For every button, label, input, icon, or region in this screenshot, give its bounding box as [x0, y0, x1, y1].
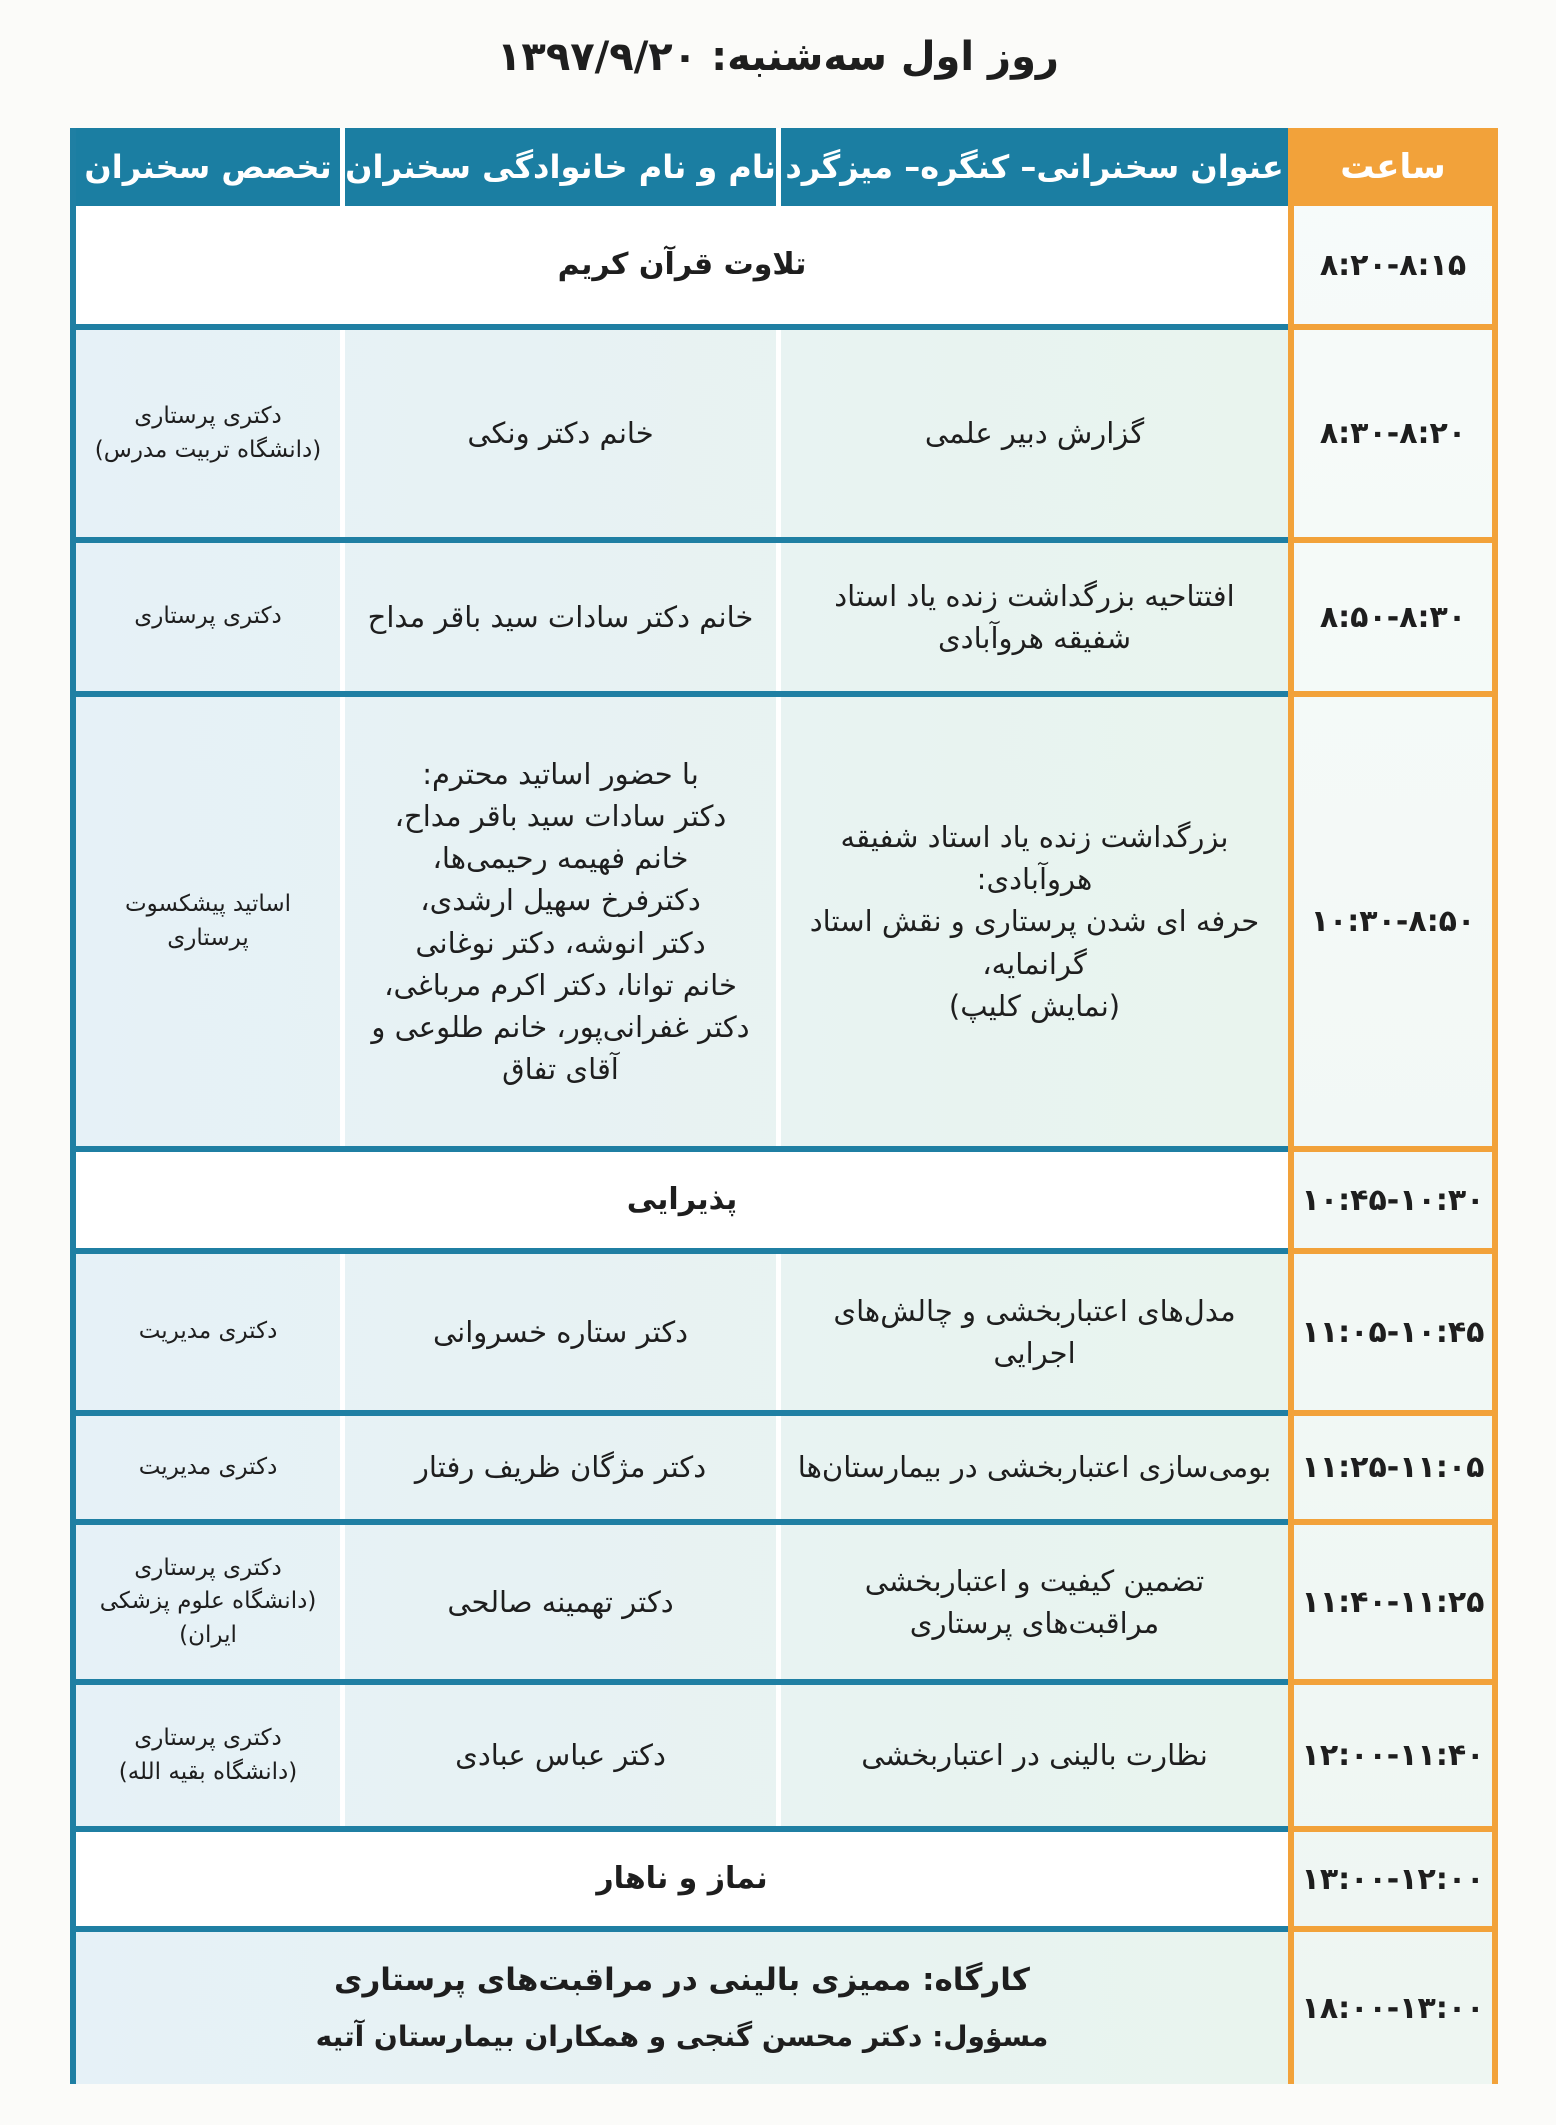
- speaker-specialty: دکتری مدیریت: [138, 1318, 278, 1345]
- speaker-specialty: دکتری مدیریت: [138, 1453, 278, 1480]
- header-title: عنوان سخنرانی– کنگره– میزگرد: [776, 128, 1288, 206]
- session-title: بزرگداشت زنده یاد استاد شفیقه هروآبادی: حرفه ای شدن پرستاری و نقش استاد گرانمایه، (نمایش کلیپ): [776, 697, 1288, 1146]
- time-header: ساعت: [1294, 128, 1492, 206]
- time-cell: ۱۰:۳۰-۸:۵۰: [1294, 697, 1492, 1152]
- table-row: [76, 1254, 1288, 1416]
- session-title: تضمین کیفیت و اعتباربخشی مراقبت‌های پرستاری: [776, 1525, 1288, 1679]
- time-cell: ۱۳:۰۰-۱۲:۰۰: [1294, 1832, 1492, 1932]
- speaker-specialty: دکتری پرستاری (دانشگاه تربیت مدرس): [94, 403, 322, 463]
- table-row: [76, 697, 1288, 1152]
- time-cell: ۱۰:۴۵-۱۰:۳۰: [1294, 1152, 1492, 1254]
- speaker-name: با حضور اساتید محترم: دکتر سادات سید باقر مداح، خانم فهیمه رحیمی‌ها، دکترفرخ سهیل ارشدی، دکتر انوشه، دکتر نوغانی خانم توانا، دکتر اکرم مرباغی، دکتر غفرانی‌پور، خانم طلوعی و آقای تفاق: [340, 697, 776, 1146]
- workshop-responsible: مسؤول: دکتر محسن گنجی و همکاران بیمارستان آتیه: [315, 2020, 1049, 2054]
- header-name: نام و نام خانوادگی سخنران: [340, 128, 776, 206]
- speaker-name: خانم دکتر سادات سید باقر مداح: [340, 543, 776, 691]
- speaker-name: دکتر ستاره خسروانی: [340, 1254, 776, 1410]
- schedule-table: [70, 128, 1498, 2084]
- speaker-specialty: دکتری پرستاری (دانشگاه علوم پزشکی ایران): [99, 1554, 317, 1648]
- speaker-name: دکتر مژگان ظریف رفتار: [340, 1416, 776, 1519]
- time-cell: ۸:۳۰-۸:۲۰: [1294, 330, 1492, 543]
- workshop-cell: [76, 1932, 1288, 2084]
- page-title: روز اول سه‌شنبه: ۱۳۹۷/۹/۲۰: [497, 34, 1059, 80]
- speaker-name: دکتر عباس عبادی: [340, 1685, 776, 1826]
- speaker-name: دکتر تهمینه صالحی: [340, 1525, 776, 1679]
- content-column: [70, 128, 1288, 2084]
- row-full-text: تلاوت قرآن کریم: [557, 247, 807, 283]
- time-cell: ۱۸:۰۰-۱۳:۰۰: [1301, 1990, 1485, 2026]
- table-row: [76, 543, 1288, 697]
- row-full-text: پذیرایی: [626, 1182, 738, 1218]
- workshop-title: کارگاه: ممیزی بالینی در مراقبت‌های پرستاری: [334, 1962, 1030, 1999]
- time-column: [1288, 128, 1498, 2084]
- session-title: افتتاحیه بزرگداشت زنده یاد استاد شفیقه هروآبادی: [776, 543, 1288, 691]
- table-row: [76, 206, 1288, 330]
- session-title: مدل‌های اعتباربخشی و چالش‌های اجرایی: [776, 1254, 1288, 1410]
- speaker-specialty: دکتری پرستاری: [134, 603, 282, 630]
- workshop-row: [76, 1932, 1288, 2084]
- speaker-specialty: اساتید پیشکسوت پرستاری: [125, 891, 292, 951]
- time-cell: ۱۲:۰۰-۱۱:۴۰: [1294, 1685, 1492, 1832]
- speaker-name: خانم دکتر ونکی: [340, 330, 776, 537]
- time-cell: ۸:۲۰-۸:۱۵: [1294, 206, 1492, 330]
- table-row: [76, 1525, 1288, 1685]
- session-title: بومی‌سازی اعتباربخشی در بیمارستان‌ها: [776, 1416, 1288, 1519]
- table-row: [76, 330, 1288, 543]
- table-header: [76, 128, 1288, 206]
- time-cell: ۱۱:۲۵-۱۱:۰۵: [1294, 1416, 1492, 1525]
- header-specialty: تخصص سخنران: [84, 148, 332, 186]
- table-row: [76, 1416, 1288, 1525]
- speaker-specialty: دکتری پرستاری (دانشگاه بقیه الله): [118, 1725, 298, 1785]
- table-row: [76, 1152, 1288, 1254]
- time-cell: ۱۱:۰۵-۱۰:۴۵: [1294, 1254, 1492, 1416]
- session-title: گزارش دبیر علمی: [776, 330, 1288, 537]
- table-row: [76, 1685, 1288, 1832]
- time-cell: ۱۱:۴۰-۱۱:۲۵: [1294, 1525, 1492, 1685]
- time-cell: ۸:۵۰-۸:۳۰: [1294, 543, 1492, 697]
- row-full-text: نماز و ناهار: [596, 1861, 768, 1897]
- session-title: نظارت بالینی در اعتباربخشی: [776, 1685, 1288, 1826]
- table-row: [76, 1832, 1288, 1932]
